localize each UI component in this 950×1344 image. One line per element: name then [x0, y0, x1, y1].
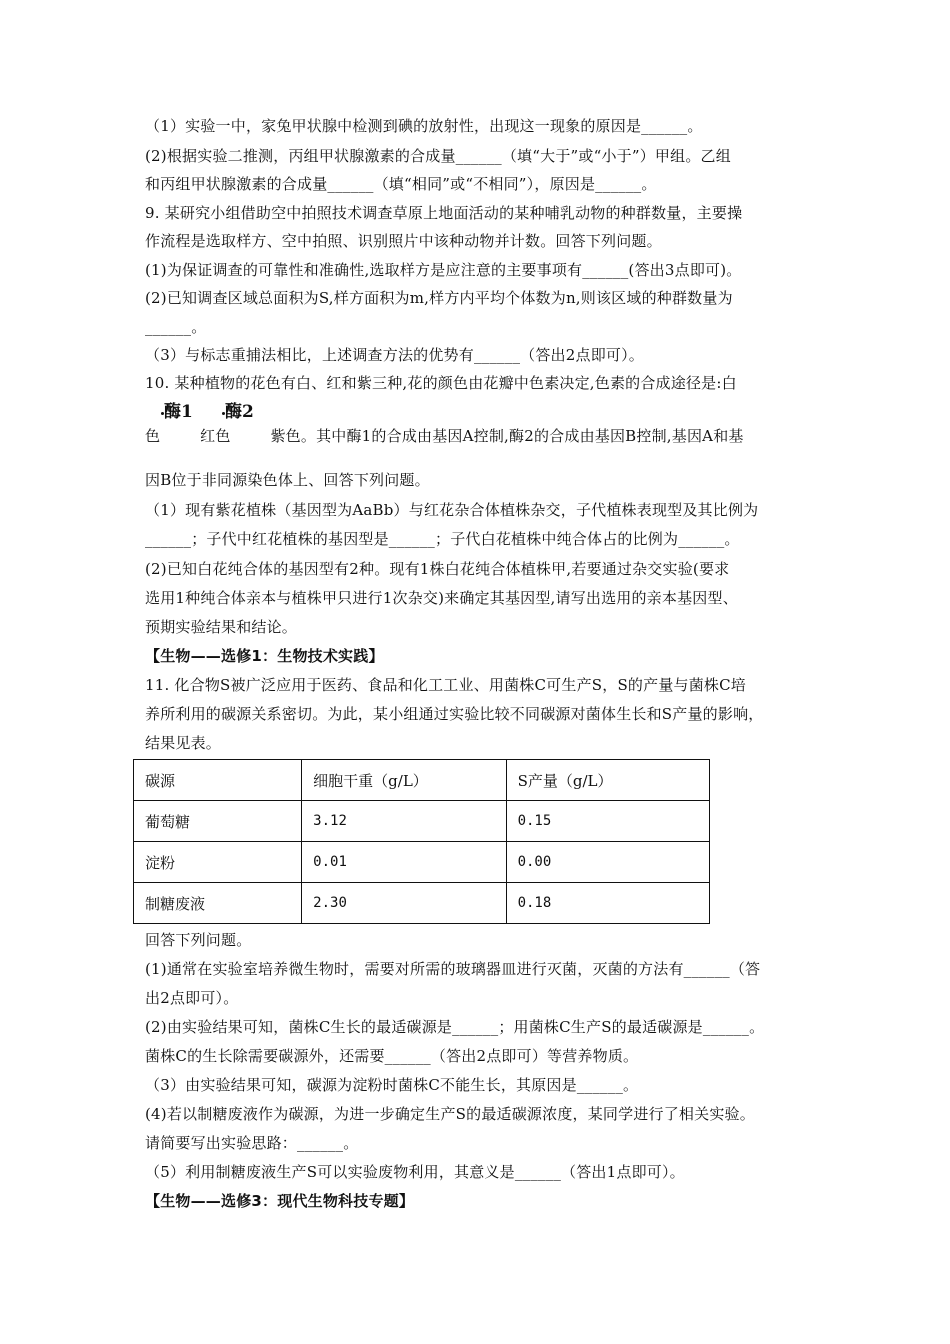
table-row: [134, 883, 710, 924]
text-line: 和丙组甲状腺激素的合成量______（填“相同”或“不相同”），原因是______。: [145, 175, 657, 193]
text-line: (2)由实验结果可知，菌株C生长的最适碳源是______；用菌株C生产S的最适碳源是______。: [145, 1018, 765, 1036]
table-header: 细胞干重（g/L）: [302, 760, 506, 801]
text-line: （1）现有紫花植株（基因型为AaBb）与红花杂合体植株杂交，子代植株表现型及其比例为: [145, 501, 759, 519]
table-cell: 2.30: [302, 883, 506, 924]
text-line: ______；子代中红花植株的基因型是______；子代白花植株中纯合体占的比例为______。: [145, 530, 740, 548]
text-line: (2)已知白花纯合体的基因型有2种。现有1株白花纯合体植株甲,若要通过杂交实验(要求: [145, 560, 730, 578]
text-line: 选用1种纯合体亲本与植株甲只进行1次杂交)来确定其基因型,请写出选用的亲本基因型、: [145, 589, 738, 607]
text-line: (2)已知调查区域总面积为S,样方面积为m,样方内平均个体数为n,则该区域的种群数量为: [145, 289, 733, 307]
table-row: [134, 801, 710, 842]
enzyme-1-label: 酶1: [164, 402, 193, 422]
text-line: （3）由实验结果可知，碳源为淀粉时菌株C不能生长，其原因是______。: [145, 1076, 639, 1094]
text-line: 菌株C的生长除需要碳源外，还需要______（答出2点即可）等营养物质。: [145, 1047, 639, 1065]
text-line: 出2点即可）。: [145, 989, 239, 1007]
text-line: 作流程是选取样方、空中拍照、识别照片中该种动物并计数。回答下列问题。: [145, 232, 662, 250]
question-9-line: 9. 某研究小组借助空中拍照技术调查草原上地面活动的某种哺乳动物的种群数量，主要操: [145, 204, 743, 222]
text-line: (1)为保证调查的可靠性和准确性,选取样方是应注意的主要事项有______(答出3点即可)。: [145, 261, 742, 279]
pathway-red: 红色: [200, 427, 231, 445]
text-line: 结果见表。: [145, 734, 222, 752]
text-line: 请简要写出实验思路：______。: [145, 1134, 359, 1152]
text-line: ______。: [145, 318, 207, 336]
question-10-line: 10. 某种植物的花色有白、红和紫三种,花的颜色由花瓣中色素决定,色素的合成途径是:白: [145, 374, 737, 392]
enzyme-2-label: 酶2: [225, 402, 254, 422]
pathway-white: 色: [145, 427, 161, 445]
section-heading-elective-1: 【生物——选修1：生物技术实践】: [145, 647, 384, 665]
pathway-purple: 紫色。其中酶1的合成由基因A控制,酶2的合成由基因B控制,基因A和基: [270, 427, 744, 445]
text-line: 养所利用的碳源关系密切。为此，某小组通过实验比较不同碳源对菌体生长和S产量的影响，: [145, 705, 764, 723]
table-row: [134, 842, 710, 883]
question-11-line: 11. 化合物S被广泛应用于医药、食品和化工工业、用菌株C可生产S，S的产量与菌株C培: [145, 676, 747, 694]
table-cell: 制糖废液: [134, 883, 302, 924]
table-header: S产量（g/L）: [506, 760, 709, 801]
table-cell: 葡萄糖: [134, 801, 302, 842]
text-line: 回答下列问题。: [145, 931, 252, 949]
text-line: （3）与标志重捕法相比，上述调查方法的优势有______（答出2点即可）。: [145, 346, 644, 364]
table-cell: 0.00: [506, 842, 709, 883]
table-header: 碳源: [134, 760, 302, 801]
text-line: (1)通常在实验室培养微生物时，需要对所需的玻璃器皿进行灭菌，灭菌的方法有______（答: [145, 960, 761, 978]
section-heading-elective-3: 【生物——选修3：现代生物科技专题】: [145, 1192, 415, 1210]
text-line: (4)若以制糖废液作为碳源，为进一步确定生产S的最适碳源浓度，某同学进行了相关实验。: [145, 1105, 755, 1123]
text-line: (2)根据实验二推测，丙组甲状腺激素的合成量______（填“大于”或“小于”）甲组。乙组: [145, 147, 731, 165]
text-line: （5）利用制糖废液生产S可以实验废物利用，其意义是______（答出1点即可）。: [145, 1163, 685, 1181]
table-header-row: [134, 760, 710, 801]
table-cell: 0.01: [302, 842, 506, 883]
table-cell: 0.15: [506, 801, 709, 842]
table-cell: 0.18: [506, 883, 709, 924]
text-line: 预期实验结果和结论。: [145, 618, 298, 636]
table-cell: 3.12: [302, 801, 506, 842]
table-cell: 淀粉: [134, 842, 302, 883]
pathway-line: [145, 426, 744, 446]
text-line: （1）实验一中，家兔甲状腺中检测到碘的放射性，出现这一现象的原因是______。: [145, 117, 703, 135]
carbon-source-table: [133, 759, 710, 924]
text-line: 因B位于非同源染色体上、回答下列问题。: [145, 471, 430, 489]
